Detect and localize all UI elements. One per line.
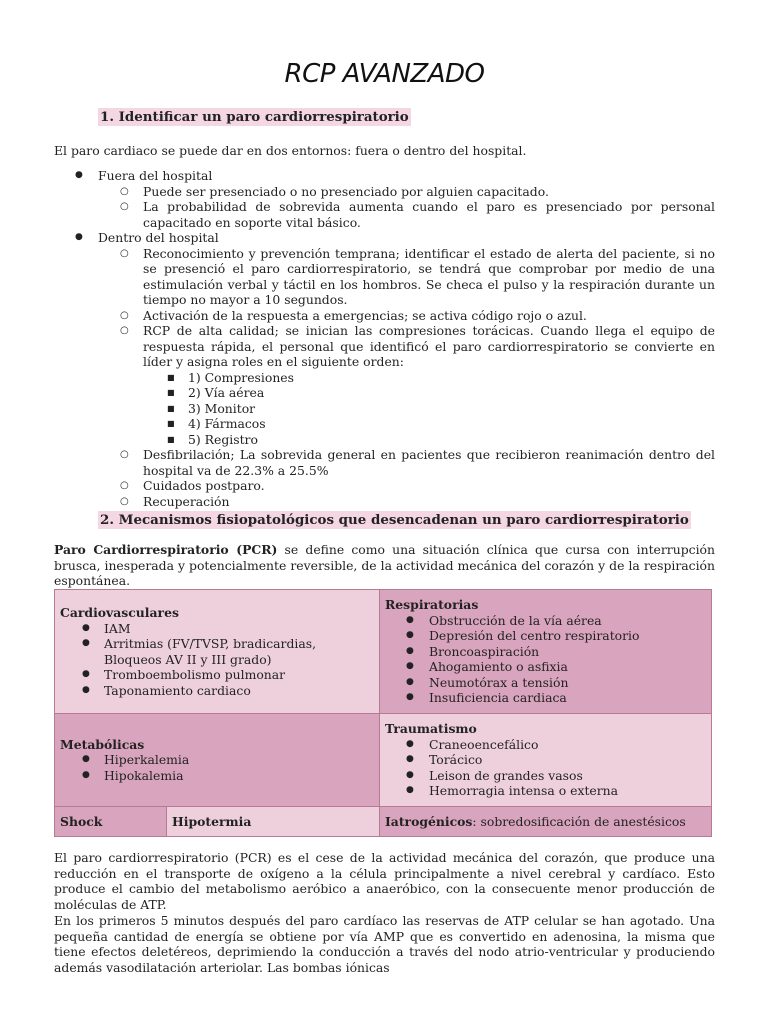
paragraph-atp: En los primeros 5 minutos después del paro cardíaco las reservas de ATP celular se han agotado. Una pequeña cantidad de energía se obtiene por vía AMP que es convertido en adenosina, la misma que tiene efectos deletéreos, deprimiendo la conducción a través del nodo atrio-ventricular y produciendo además vasodilatación arteriolar. Las bombas iónicas — [54, 913, 715, 975]
list-item: ● Neumotórax a tensión — [385, 675, 706, 691]
list-item: ● IAM — [60, 621, 374, 637]
cell-hipotermia — [167, 807, 380, 837]
cell-iatrogenicos — [380, 807, 712, 837]
cell-respiratorias — [380, 590, 712, 714]
list-item: ○ Reconocimiento y prevención temprana; identificar el estado de alerta del paciente, si no se presenció el paro cardiorrespiratorio, se tendrá que comprobar por medio de una estimulación verbal y táctil en los hombros. Se checa el pulso y la respiración durante un tiempo no mayor a 10 segundos. — [98, 246, 715, 308]
list-item: ● Broncoaspiración — [385, 644, 706, 660]
list-item — [98, 323, 715, 447]
list-item-text: RCP de alta calidad; se inician las compresiones torácicas. Cuando llega el equipo de respuesta rápida, el personal que identificó el paro cardiorrespiratorio se convierte en líder y asigna roles en el siguiente orden: — [143, 323, 715, 369]
list-item: ● Torácico — [385, 752, 706, 768]
cardio-title: Cardiovasculares — [60, 605, 179, 620]
cell-cardiovasculares — [55, 590, 380, 714]
iatro-title: Iatrogénicos — [385, 813, 473, 829]
role-item: ■ 1) Compresiones — [143, 370, 715, 386]
list-item — [54, 230, 715, 509]
settings-list — [54, 168, 715, 509]
list-item: ○ Recuperación — [98, 494, 715, 510]
list-item: ● Hipokalemia — [60, 768, 374, 784]
role-item: ■ 5) Registro — [143, 432, 715, 448]
outside-hospital-label: Fuera del hospital — [98, 168, 213, 183]
document-title: RCP AVANZADO — [284, 59, 485, 89]
list-item: ● Ahogamiento o asfixia — [385, 659, 706, 675]
cell-metabolicas — [55, 714, 380, 807]
shock-label: Shock — [60, 813, 103, 829]
list-item: ● Obstrucción de la vía aérea — [385, 613, 706, 629]
list-item: ● Hemorragia intensa o externa — [385, 783, 706, 799]
list-item: ○ La probabilidad de sobrevida aumenta cuando el paro es presenciado por personal capacitado en soporte vital básico. — [98, 199, 715, 230]
metab-title: Metabólicas — [60, 736, 145, 752]
role-item: ■ 3) Monitor — [143, 401, 715, 417]
resp-title: Respiratorias — [385, 597, 479, 612]
causes-table — [54, 589, 712, 837]
cell-shock — [55, 807, 167, 837]
list-item: ● Leison de grandes vasos — [385, 768, 706, 784]
list-item: ● Arritmias (FV/TVSP, bradicardias, Bloqueos AV II y III grado) — [60, 636, 374, 667]
list-item: ● Hiperkalemia — [60, 752, 374, 768]
list-item: ● Tromboembolismo pulmonar — [60, 667, 374, 683]
pcr-term: Paro Cardiorrespiratorio (PCR) — [54, 542, 278, 557]
list-item: ● Craneoencefálico — [385, 737, 706, 753]
section-2-heading: 2. Mecanismos fisiopatológicos que desencadenan un paro cardiorrespiratorio — [100, 512, 689, 528]
list-item: ● Insuficiencia cardiaca — [385, 690, 706, 706]
trauma-title: Traumatismo — [385, 721, 477, 737]
section-1-intro: El paro cardiaco se puede dar en dos entornos: fuera o dentro del hospital. — [54, 143, 527, 158]
section-1-heading: 1. Identificar un paro cardiorrespiratorio — [100, 109, 409, 125]
list-item: ○ Puede ser presenciado o no presenciado por alguien capacitado. — [98, 184, 715, 200]
inside-hospital-label: Dentro del hospital — [98, 230, 219, 245]
list-item: ● Taponamiento cardiaco — [60, 683, 374, 699]
iatro-text: : sobredosificación de anestésicos — [472, 813, 686, 829]
role-item: ■ 4) Fármacos — [143, 416, 715, 432]
pcr-definition-text: se define como una situación clínica que cursa con interrupción brusca, inesperada y potencialmente reversible, de la actividad mecánica del corazón y de la respiración espontánea. — [54, 542, 715, 588]
list-item: ○ Activación de la respuesta a emergencias; se activa código rojo o azul. — [98, 308, 715, 324]
role-item: ■ 2) Vía aérea — [143, 385, 715, 401]
list-item: ○ Cuidados postparo. — [98, 478, 715, 494]
pcr-definition — [54, 542, 715, 589]
list-item: ● Depresión del centro respiratorio — [385, 628, 706, 644]
paragraph-pcr-cese: El paro cardiorrespiratorio (PCR) es el cese de la actividad mecánica del corazón, que produce una reducción en el transporte de oxígeno a la célula principalmente a nivel cerebral y cardíaco. Esto produce el cambio del metabolismo aeróbico a anaeróbico, con la consecuente menor producción de moléculas de ATP. — [54, 850, 715, 912]
list-item — [54, 168, 715, 230]
hipotermia-label: Hipotermia — [172, 813, 252, 829]
list-item: ○ Desfibrilación; La sobrevida general en pacientes que recibieron reanimación dentro del hospital va de 22.3% a 25.5% — [98, 447, 715, 478]
cell-traumatismo — [380, 714, 712, 807]
